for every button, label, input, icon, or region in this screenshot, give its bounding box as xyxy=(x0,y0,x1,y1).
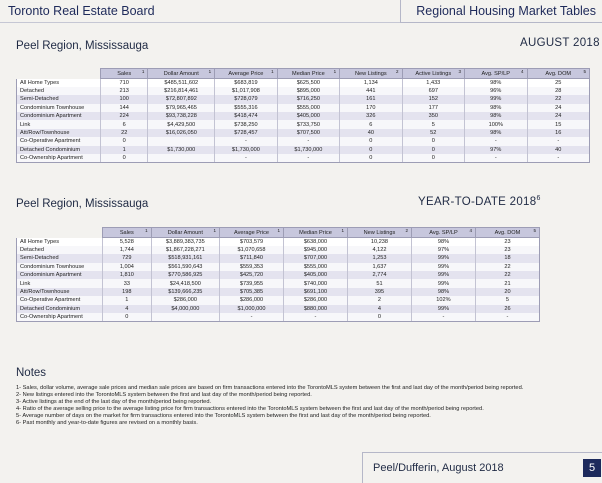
table-cell: 6 xyxy=(340,120,402,128)
table-cell: 0 xyxy=(340,146,402,154)
row-label: Co-Operative Apartment xyxy=(17,137,101,145)
column-header xyxy=(215,69,277,79)
note-item: 5- Average number of days on the market for firm transactions entered into the TorontoMLS system between the first and last day of the month/period being reported. xyxy=(16,413,431,420)
table-row xyxy=(17,120,590,128)
table-cell: - xyxy=(527,137,590,145)
column-footnote: 5 xyxy=(583,69,586,74)
column-header xyxy=(151,228,219,238)
table-cell: 99% xyxy=(411,271,475,279)
table-row xyxy=(17,313,540,321)
table-cell: $286,000 xyxy=(284,296,348,304)
table-cell: $555,000 xyxy=(277,104,339,112)
row-label: Att/Row/Townhouse xyxy=(17,129,101,137)
row-label: Link xyxy=(17,120,101,128)
row-label: Link xyxy=(17,279,103,287)
table-cell: 213 xyxy=(101,87,148,95)
column-header xyxy=(148,69,215,79)
note-item: 1- Sales, dollar volume, average sale prices and median sale prices are based on firm transactions entered into the TorontoMLS system between the first and last day of the month/period being reported. xyxy=(16,385,524,391)
table-cell: $728,457 xyxy=(215,129,277,137)
table-cell: $707,000 xyxy=(284,254,348,262)
table-cell: - xyxy=(465,154,527,162)
table-cell: 2 xyxy=(347,296,411,304)
table-cell: $559,353 xyxy=(220,263,284,271)
table-cell: 1,810 xyxy=(103,271,152,279)
table-cell: 99% xyxy=(411,254,475,262)
table-cell: 28 xyxy=(527,87,590,95)
table-cell: 97% xyxy=(465,146,527,154)
table-cell: 1 xyxy=(103,296,152,304)
table-cell: 350 xyxy=(402,112,464,120)
table-cell: $683,819 xyxy=(215,79,277,87)
table-cell: $216,814,461 xyxy=(148,87,215,95)
table-cell: 100 xyxy=(101,95,148,103)
report-title: Regional Housing Market Tables xyxy=(416,4,596,18)
column-footnote: 2 xyxy=(396,69,399,74)
table-cell: $79,965,465 xyxy=(148,104,215,112)
table-row xyxy=(17,154,590,162)
column-footnote: 1 xyxy=(208,69,212,74)
column-header xyxy=(101,69,148,79)
table-cell: 152 xyxy=(402,95,464,103)
row-label: Co-Operative Apartment xyxy=(17,296,103,304)
table-cell: 102% xyxy=(411,296,475,304)
column-footnote: 5 xyxy=(533,228,536,233)
table-cell: 326 xyxy=(340,112,402,120)
board-name: Toronto Real Estate Board xyxy=(8,4,155,18)
table-cell: 98% xyxy=(411,238,475,246)
table-cell: 33 xyxy=(103,279,152,287)
table-cell: $716,250 xyxy=(277,95,339,103)
table-cell: 40 xyxy=(527,146,590,154)
table-cell: $561,590,643 xyxy=(151,263,219,271)
table-cell: 99% xyxy=(465,95,527,103)
table-cell: - xyxy=(277,154,339,162)
table-cell: $286,000 xyxy=(220,296,284,304)
table-cell: 395 xyxy=(347,288,411,296)
page-number: 5 xyxy=(583,459,601,477)
table-row xyxy=(17,146,590,154)
column-header xyxy=(347,228,411,238)
table-cell: 0 xyxy=(402,146,464,154)
column-label: Median Price xyxy=(292,70,325,77)
monthly-table xyxy=(16,68,590,163)
row-label: Semi-Detached xyxy=(17,254,103,262)
table-cell: 0 xyxy=(402,154,464,162)
table-cell: 10,238 xyxy=(347,238,411,246)
table-cell xyxy=(148,154,215,162)
table-cell: 2,774 xyxy=(347,271,411,279)
table-cell: 5,528 xyxy=(103,238,152,246)
column-footnote: 1 xyxy=(141,69,145,74)
table-cell: 161 xyxy=(340,95,402,103)
table-cell: 1,744 xyxy=(103,246,152,254)
column-footnote: 2 xyxy=(405,228,408,233)
row-label: All Home Types xyxy=(17,238,103,246)
table-cell: 710 xyxy=(101,79,148,87)
column-header xyxy=(475,228,539,238)
note-item: 4- Ratio of the average selling price to the average listing price for firm transactions entered into the TorontoMLS system between the first and last day of the month/period being reported. xyxy=(16,406,484,413)
table-cell: 22 xyxy=(101,129,148,137)
table-cell: $728,079 xyxy=(215,95,277,103)
notes-list xyxy=(16,385,594,428)
table-cell: $286,000 xyxy=(151,296,219,304)
table-cell: 441 xyxy=(340,87,402,95)
table-cell: $733,750 xyxy=(277,120,339,128)
table-cell: - xyxy=(220,313,284,321)
table-cell: 22 xyxy=(527,95,590,103)
table-cell: $945,000 xyxy=(284,246,348,254)
row-label: Att/Row/Townhouse xyxy=(17,288,103,296)
table-row xyxy=(17,288,540,296)
row-label: Detached xyxy=(17,246,103,254)
column-label: Average Price xyxy=(233,229,270,236)
column-header xyxy=(527,69,590,79)
table-cell: 97% xyxy=(411,246,475,254)
table-cell: $691,100 xyxy=(284,288,348,296)
table-cell xyxy=(148,137,215,145)
table-cell: $738,250 xyxy=(215,120,277,128)
column-header xyxy=(465,69,527,79)
table-row xyxy=(17,95,590,103)
table-cell: 1 xyxy=(101,146,148,154)
table-cell: 1,134 xyxy=(340,79,402,87)
column-footnote: 1 xyxy=(333,69,337,74)
table-cell: 0 xyxy=(103,313,152,321)
note-item: 6- Past monthly and year-to-date figures are revised on a monthly basis. xyxy=(16,420,198,427)
row-label: Condominium Apartment xyxy=(17,112,101,120)
table-cell: 98% xyxy=(465,79,527,87)
table-cell: 0 xyxy=(340,154,402,162)
table-cell: 20 xyxy=(475,288,539,296)
table-cell: $707,500 xyxy=(277,129,339,137)
table-cell: 22 xyxy=(475,263,539,271)
table-cell: 729 xyxy=(103,254,152,262)
table-cell: 21 xyxy=(475,279,539,287)
table-cell: $880,000 xyxy=(284,305,348,313)
notes-title: Notes xyxy=(16,367,47,379)
table-cell: $703,579 xyxy=(220,238,284,246)
table-cell: $1,730,000 xyxy=(148,146,215,154)
table-cell: 24 xyxy=(527,104,590,112)
table-row xyxy=(17,238,540,246)
table-row xyxy=(17,87,590,95)
table-cell: 0 xyxy=(340,137,402,145)
table-cell: 4 xyxy=(103,305,152,313)
section1-title: Peel Region, Mississauga xyxy=(16,40,149,52)
column-footnote: 1 xyxy=(341,228,344,233)
column-header xyxy=(340,69,402,79)
table-cell: $555,316 xyxy=(215,104,277,112)
table-cell: 224 xyxy=(101,112,148,120)
table-cell: $1,730,000 xyxy=(277,146,339,154)
column-header xyxy=(411,228,475,238)
table-row xyxy=(17,296,540,304)
column-label: New Listings xyxy=(354,70,387,77)
row-label: Detached Condominium xyxy=(17,305,103,313)
table-cell: $895,000 xyxy=(277,87,339,95)
table-cell: $425,720 xyxy=(220,271,284,279)
column-label: Active Listings xyxy=(415,70,452,77)
table-cell: 23 xyxy=(475,238,539,246)
table-cell: 99% xyxy=(411,279,475,287)
table-cell: - xyxy=(475,313,539,321)
table-cell: 198 xyxy=(103,288,152,296)
table-cell: - xyxy=(527,154,590,162)
table-cell: 24 xyxy=(527,112,590,120)
row-label: Condominium Townhouse xyxy=(17,263,103,271)
column-header xyxy=(103,228,152,238)
column-label: Avg. DOM xyxy=(494,229,521,236)
table-cell: - xyxy=(215,137,277,145)
table-cell: $405,000 xyxy=(284,271,348,279)
table-cell: - xyxy=(465,137,527,145)
row-label: Co-Ownership Apartment xyxy=(17,313,103,321)
table-cell: 51 xyxy=(347,279,411,287)
table-cell: 1,004 xyxy=(103,263,152,271)
table-cell: 22 xyxy=(475,271,539,279)
table-row xyxy=(17,104,590,112)
column-footnote: 4 xyxy=(469,228,472,233)
footer-text: Peel/Dufferin, August 2018 xyxy=(373,462,504,474)
row-label: Detached Condominium xyxy=(17,146,101,154)
table-cell: 16 xyxy=(527,129,590,137)
table-cell: $1,867,228,271 xyxy=(151,246,219,254)
table-cell: $72,807,892 xyxy=(148,95,215,103)
table-cell: $711,840 xyxy=(220,254,284,262)
table-cell: $739,955 xyxy=(220,279,284,287)
table-cell: 15 xyxy=(527,120,590,128)
table-cell: $1,000,000 xyxy=(220,305,284,313)
table-row xyxy=(17,79,590,87)
column-label: Median Price xyxy=(299,229,332,236)
table-cell: 52 xyxy=(402,129,464,137)
table-cell: $4,000,000 xyxy=(151,305,219,313)
table-cell: 1,433 xyxy=(402,79,464,87)
table-cell: $770,586,925 xyxy=(151,271,219,279)
table-row xyxy=(17,137,590,145)
row-label: Condominium Townhouse xyxy=(17,104,101,112)
table-cell: $1,730,000 xyxy=(215,146,277,154)
column-footnote: 1 xyxy=(277,228,280,233)
table-cell: $4,429,500 xyxy=(148,120,215,128)
table-cell: 18 xyxy=(475,254,539,262)
table-cell: 99% xyxy=(411,263,475,271)
table-cell: 0 xyxy=(101,154,148,162)
table-cell: 96% xyxy=(465,87,527,95)
ytd-table xyxy=(16,227,540,322)
table-cell: $518,931,161 xyxy=(151,254,219,262)
table-cell: $16,026,050 xyxy=(148,129,215,137)
column-footnote: 1 xyxy=(213,228,217,233)
row-label: Condominium Apartment xyxy=(17,271,103,279)
column-label: Dollar Amount xyxy=(163,70,199,77)
table-row xyxy=(17,305,540,313)
table-cell xyxy=(151,313,219,321)
table-row xyxy=(17,271,540,279)
column-label: Sales xyxy=(117,70,132,77)
table-cell: 98% xyxy=(465,112,527,120)
table-cell: $93,738,228 xyxy=(148,112,215,120)
page-footer xyxy=(362,452,602,483)
table-cell: $24,418,500 xyxy=(151,279,219,287)
table-cell: $740,000 xyxy=(284,279,348,287)
column-footnote: 3 xyxy=(458,69,462,74)
table-cell: $3,889,383,735 xyxy=(151,238,219,246)
table-cell: 40 xyxy=(340,129,402,137)
table-row xyxy=(17,112,590,120)
table-cell: 0 xyxy=(402,137,464,145)
table-row xyxy=(17,246,540,254)
column-label: Sales xyxy=(119,229,134,236)
note-item: 2- New listings entered into the TorontoMLS system between the first and last day of the month/period being reported. xyxy=(16,392,312,399)
table-cell: 1,253 xyxy=(347,254,411,262)
table-cell: $1,017,908 xyxy=(215,87,277,95)
table-cell: $485,511,602 xyxy=(148,79,215,87)
section1-period: AUGUST 2018 xyxy=(520,37,600,49)
column-label: Dollar Amount xyxy=(167,229,203,236)
column-footnote: 4 xyxy=(520,69,524,74)
table-cell: 23 xyxy=(475,246,539,254)
column-header xyxy=(277,69,339,79)
table-row xyxy=(17,279,540,287)
table-cell: 100% xyxy=(465,120,527,128)
table-cell: 697 xyxy=(402,87,464,95)
table-cell: - xyxy=(284,313,348,321)
table-cell: 5 xyxy=(475,296,539,304)
table-cell: 26 xyxy=(475,305,539,313)
table-cell: 4,122 xyxy=(347,246,411,254)
column-header xyxy=(220,228,284,238)
table-cell: - xyxy=(277,137,339,145)
table-cell: 5 xyxy=(402,120,464,128)
section2-title: Peel Region, Mississauga xyxy=(16,198,149,210)
header-tab-frame xyxy=(400,0,602,23)
row-label: Semi-Detached xyxy=(17,95,101,103)
table-cell: $418,474 xyxy=(215,112,277,120)
table-cell: - xyxy=(215,154,277,162)
table-cell: $1,070,658 xyxy=(220,246,284,254)
column-label: Average Price xyxy=(228,70,264,77)
table-cell: $638,000 xyxy=(284,238,348,246)
table-cell: 1,637 xyxy=(347,263,411,271)
table-cell: $625,500 xyxy=(277,79,339,87)
table-cell: 25 xyxy=(527,79,590,87)
table-cell: 98% xyxy=(465,104,527,112)
table-cell: $705,385 xyxy=(220,288,284,296)
note-item: 3- Active listings at the end of the last day of the month/period being reported. xyxy=(16,399,212,406)
table-cell: 0 xyxy=(101,137,148,145)
table-cell: 170 xyxy=(340,104,402,112)
column-label: New Listings xyxy=(363,229,396,236)
row-label: Co-Ownership Apartment xyxy=(17,154,101,162)
column-footnote: 1 xyxy=(271,69,274,74)
column-footnote: 1 xyxy=(145,228,148,233)
table-cell: 98% xyxy=(411,288,475,296)
table-cell: 99% xyxy=(411,305,475,313)
column-label: Avg. SP/LP xyxy=(429,229,458,236)
table-cell: - xyxy=(411,313,475,321)
table-cell: 6 xyxy=(101,120,148,128)
section2-period: YEAR-TO-DATE 2018$^6$ xyxy=(418,195,541,208)
table-cell: 177 xyxy=(402,104,464,112)
table-row xyxy=(17,254,540,262)
table-cell: 0 xyxy=(347,313,411,321)
table-cell: 98% xyxy=(465,129,527,137)
table-row xyxy=(17,263,540,271)
row-label: All Home Types xyxy=(17,79,101,87)
row-label: Detached xyxy=(17,87,101,95)
column-label: Avg. DOM xyxy=(545,70,572,77)
column-header xyxy=(402,69,464,79)
table-cell: $405,000 xyxy=(277,112,339,120)
table-cell: 4 xyxy=(347,305,411,313)
column-header xyxy=(284,228,348,238)
column-label: Avg. SP/LP xyxy=(481,70,511,77)
table-cell: $555,000 xyxy=(284,263,348,271)
table-cell: 144 xyxy=(101,104,148,112)
table-cell: $139,666,235 xyxy=(151,288,219,296)
table-row xyxy=(17,129,590,137)
